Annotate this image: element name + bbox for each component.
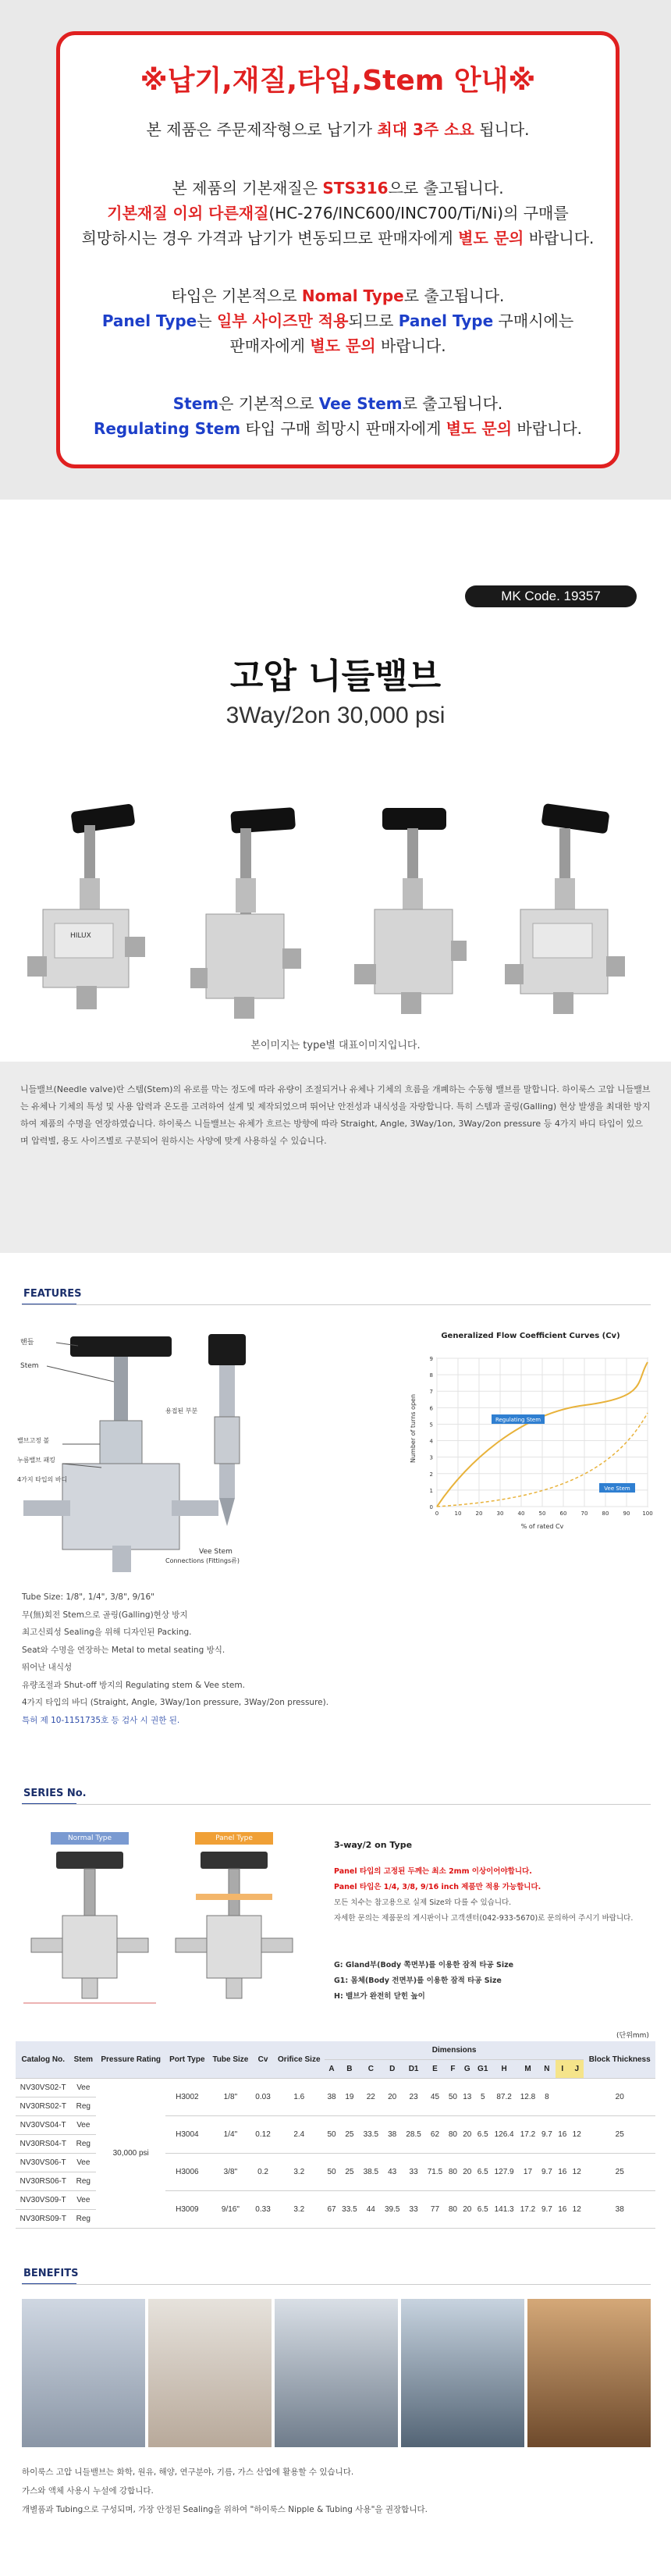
cell-stem: Vee: [70, 2116, 96, 2135]
mk-code-badge: MK Code. 19357: [465, 585, 637, 607]
chart-ylabel: Number of turns open: [410, 1393, 417, 1464]
stem-detail-diagram: [199, 1331, 261, 1557]
cell-dim-i: 16: [556, 2154, 570, 2191]
chart-y-tick: 9: [429, 1356, 433, 1362]
col-dim-j: J: [570, 2060, 584, 2079]
cell-dim-n: 8: [538, 2079, 555, 2116]
cell-catalog: NV30VS04-T: [16, 2116, 70, 2135]
cell-dim-i: 16: [556, 2191, 570, 2229]
cell-dim-g: 20: [460, 2154, 474, 2191]
cell-dim-c: 33.5: [360, 2116, 382, 2154]
cell-dim-e: 71.5: [424, 2154, 446, 2191]
image-caption: 본이미지는 type별 대표이미지입니다.: [250, 1040, 421, 1051]
cell-dim-m: 17.2: [517, 2191, 538, 2229]
chart-legend-vee: Vee Stem: [604, 1485, 630, 1492]
cell-dim-d1: 33: [403, 2191, 424, 2229]
cell-dim-a: 50: [325, 2116, 339, 2154]
cell-catalog: NV30VS06-T: [16, 2154, 70, 2172]
col-orifice: Orifice Size: [274, 2041, 325, 2079]
features-heading: FEATURES: [23, 1288, 82, 1300]
chart-x-tick: 40: [517, 1510, 525, 1517]
col-dim-h: H: [491, 2060, 517, 2079]
series-heading: SERIES No.: [23, 1788, 87, 1799]
cell-dim-g: 13: [460, 2079, 474, 2116]
panel-type-drawing: [168, 1848, 300, 2005]
cell-dim-a: 38: [325, 2079, 339, 2116]
description-text: 니들밸브(Needle valve)란 스템(Stem)의 유로를 막는 정도에 따라 유량이 조절되거나 유체나 기체의 흐름을 개폐하는 수동형 밸브를 말합니다. 하이룩스 고압 니들밸브는 유체나 기체의 특성 및 사용 압력과 온도를 고려하여 설계 및 제작되었으며 뛰어난 안전성과 내식성을 자랑합니다. 특히 스템과 골링(Galling) 현상 발생을 최대한 방지하여 제품의 수명을 연장하였습니다. 하이룩스 니들밸브는 유체가 흐르는 방향에 따라 Straight, Angle, 3Way/1on, 3Way/2on pressure 등 4가지 바디 타입이 있으며 압력별, 용도 사이즈별로 구분되어 원하시는 사양에 맞게 사용하실 수 있습니다.: [20, 1084, 651, 1146]
series-note: Panel 타입의 고정된 두께는 최소 2mm 이상이어야합니다.: [334, 1867, 532, 1876]
normal-type-drawing: [23, 1848, 156, 2005]
cell-catalog: NV30RS06-T: [16, 2172, 70, 2191]
cell-dim-d: 38: [382, 2116, 403, 2154]
cell-dim-c: 22: [360, 2079, 382, 2116]
cell-catalog: NV30VS02-T: [16, 2079, 70, 2097]
cell-dim-n: 9.7: [538, 2116, 555, 2154]
chart-x-tick: 60: [559, 1510, 567, 1517]
series-note: Panel 타입은 1/4, 3/8, 9/16 inch 제품만 적용 가능합니다.: [334, 1883, 541, 1891]
cell-dim-m: 17.2: [517, 2116, 538, 2154]
cell-block: 25: [584, 2116, 655, 2154]
cell-stem: Vee: [70, 2191, 96, 2210]
col-dimensions: Dimensions: [325, 2041, 584, 2060]
chart-y-tick: 1: [429, 1487, 433, 1494]
cell-dim-c: 44: [360, 2191, 382, 2229]
valve-image-4: [503, 800, 628, 1026]
benefits-heading: BENEFITS: [23, 2268, 79, 2279]
table-row: [16, 2079, 655, 2097]
series-note: 모든 치수는 참고용으로 실제 Size와 다를 수 있습니다.: [334, 1898, 512, 1907]
cell-catalog: NV30RS02-T: [16, 2097, 70, 2116]
notice-line-8: Stem은 기본적으로 Vee Stem로 출고됩니다.: [172, 394, 503, 413]
cell-dim-g1: 6.5: [474, 2154, 491, 2191]
cell-block: 38: [584, 2191, 655, 2229]
benefit-photo-chemical: [148, 2299, 272, 2447]
notice-title: ※납기,재질,타입,Stem 안내※: [140, 65, 536, 97]
cell-orifice: 1.6: [274, 2079, 325, 2116]
valve-image-2: [184, 800, 309, 1026]
cell-dim-g1: 6.5: [474, 2116, 491, 2154]
cell-dim-f: 50: [446, 2079, 460, 2116]
col-block: Block Thickness: [584, 2041, 655, 2079]
normal-type-label: Normal Type: [51, 1832, 129, 1845]
col-dim-n: N: [538, 2060, 555, 2079]
cell-dim-j: 12: [570, 2116, 584, 2154]
cell-catalog: NV30RS04-T: [16, 2135, 70, 2154]
chart-x-tick: 0: [435, 1510, 439, 1517]
chart-title: Generalized Flow Coefficient Curves (Cv): [441, 1332, 620, 1340]
cell-dim-b: 33.5: [339, 2191, 360, 2229]
cell-dim-b: 25: [339, 2154, 360, 2191]
notice-line-6: Panel Type는 일부 사이즈만 적용되므로 Panel Type 구매시에는: [101, 311, 574, 330]
flow-coefficient-chart: [406, 1327, 655, 1534]
chart-x-tick: 100: [642, 1510, 653, 1517]
benefits-divider: [22, 2284, 651, 2285]
cell-dim-i: 16: [556, 2116, 570, 2154]
col-dim-m: M: [517, 2060, 538, 2079]
cell-tube: 9/16": [208, 2191, 252, 2229]
cell-dim-g1: 5: [474, 2079, 491, 2116]
notice-line-3: 기본재질 이외 다른재질(HC-276/INC600/INC700/Ti/Ni)의 구매를: [107, 204, 569, 222]
feature-item: 뛰어난 내식성: [22, 1663, 73, 1672]
notice-box: [56, 31, 620, 468]
benefits-image-strip: [22, 2299, 651, 2447]
benefit-photo-plant: [401, 2299, 524, 2447]
label-connections: Connections (Fittings류): [165, 1557, 240, 1564]
valve-image-1: [23, 800, 148, 1026]
cell-cv: 0.33: [252, 2191, 273, 2229]
chart-y-tick: 8: [429, 1372, 433, 1379]
cell-dim-d: 39.5: [382, 2191, 403, 2229]
chart-x-tick: 70: [580, 1510, 588, 1517]
label-needle: 누름밸브 패킹: [17, 1457, 55, 1464]
cell-orifice: 3.2: [274, 2191, 325, 2229]
unit-label: (단위mm): [616, 2032, 649, 2040]
cell-dim-f: 80: [446, 2154, 460, 2191]
col-dim-c: C: [360, 2060, 382, 2079]
cell-dim-b: 25: [339, 2116, 360, 2154]
series-notes: [334, 1864, 646, 1927]
label-packing: 밸브고정 볼: [17, 1437, 50, 1444]
chart-y-tick: 0: [429, 1504, 433, 1510]
col-cv: Cv: [252, 2041, 273, 2079]
col-dim-e: E: [424, 2060, 446, 2079]
cell-dim-b: 19: [339, 2079, 360, 2116]
cell-dim-j: [570, 2079, 584, 2116]
features-divider: [22, 1304, 651, 1305]
col-tube: Tube Size: [208, 2041, 252, 2079]
chart-x-tick: 30: [496, 1510, 504, 1517]
col-dim-a: A: [325, 2060, 339, 2079]
spec-table: [16, 2041, 655, 2229]
cell-cv: 0.2: [252, 2154, 273, 2191]
cell-stem: Reg: [70, 2097, 96, 2116]
chart-y-tick: 5: [429, 1421, 433, 1429]
col-dim-i: I: [556, 2060, 570, 2079]
col-stem: Stem: [70, 2041, 96, 2079]
cell-dim-e: 77: [424, 2191, 446, 2229]
chart-y-tick: 6: [429, 1405, 433, 1412]
cell-stem: Vee: [70, 2154, 96, 2172]
feature-item: 4가지 타입의 바디 (Straight, Angle, 3Way/1on pressure, 3Way/2on pressure).: [22, 1698, 329, 1707]
label-vee-stem: Vee Stem: [199, 1548, 233, 1556]
series-note: 자세한 문의는 제품문의 게시판이나 고객센터(042-933-5670)로 문의하여 주시기 바랍니다.: [334, 1914, 634, 1923]
notice-line-5: 타입은 기본적으로 Nomal Type로 출고됩니다.: [171, 286, 505, 305]
brand-label: HILUX: [70, 932, 91, 940]
col-catalog: Catalog No.: [16, 2041, 70, 2079]
col-dim-d: D: [382, 2060, 403, 2079]
cell-cv: 0.12: [252, 2116, 273, 2154]
legend-item: G1: 몸체(Body 전면부)를 이용한 잠적 타공 Size: [334, 1976, 502, 1985]
benefit-item: 하이룩스 고압 니들밸브는 화학, 원유, 해양, 연구분야, 기름, 가스 산업에 활용할 수 있습니다.: [22, 2467, 354, 2477]
cell-dim-d1: 23: [403, 2079, 424, 2116]
cell-dim-j: 12: [570, 2154, 584, 2191]
cell-orifice: 2.4: [274, 2116, 325, 2154]
notice-line-9: Regulating Stem 타입 구매 희망시 판매자에게 별도 문의 바랍니다.: [93, 419, 583, 438]
chart-y-tick: 4: [429, 1438, 433, 1445]
cell-dim-f: 80: [446, 2116, 460, 2154]
cell-cv: 0.03: [252, 2079, 273, 2116]
cell-dim-n: 9.7: [538, 2154, 555, 2191]
cell-port: H3009: [165, 2191, 208, 2229]
benefits-list: [22, 2463, 646, 2519]
cell-stem: Reg: [70, 2210, 96, 2229]
product-title: 고압 니들밸브: [229, 656, 442, 696]
feature-item: Tube Size: 1/8", 1/4", 3/8", 9/16": [22, 1592, 154, 1602]
cell-dim-g: 20: [460, 2116, 474, 2154]
cell-dim-g: 20: [460, 2191, 474, 2229]
series-legend: [334, 1958, 646, 2005]
cell-dim-d: 43: [382, 2154, 403, 2191]
cell-stem: Vee: [70, 2079, 96, 2097]
col-dim-b: B: [339, 2060, 360, 2079]
chart-x-tick: 80: [602, 1510, 609, 1517]
cell-dim-h: 126.4: [491, 2116, 517, 2154]
cell-dim-a: 67: [325, 2191, 339, 2229]
benefit-photo-lab: [22, 2299, 145, 2447]
cell-stem: Reg: [70, 2135, 96, 2154]
benefit-item: 개별품과 Tubing으로 구성되며, 가장 안정된 Sealing을 위하여 "하이룩스 Nipple & Tubing 사용"을 권장합니다.: [22, 2505, 428, 2514]
valve-image-3: [343, 800, 468, 1026]
notice-line-2: 본 제품의 기본재질은 STS316으로 출고됩니다.: [172, 179, 504, 197]
col-dim-d1: D1: [403, 2060, 424, 2079]
chart-x-tick: 10: [454, 1510, 462, 1517]
cell-catalog: NV30RS09-T: [16, 2210, 70, 2229]
col-dim-g1: G1: [474, 2060, 491, 2079]
cell-dim-d1: 28.5: [403, 2116, 424, 2154]
label-stem: Stem: [20, 1362, 39, 1370]
feature-item: 유량조절과 Shut-off 방지의 Regulating stem & Vee stem.: [22, 1680, 245, 1690]
feature-item: 최고신뢰성 Sealing을 위해 디자인된 Packing.: [22, 1628, 192, 1637]
feature-item: Seat와 수명을 연장하는 Metal to metal seating 방식.: [22, 1645, 225, 1655]
cell-dim-h: 87.2: [491, 2079, 517, 2116]
legend-item: H: 밸브가 완전히 닫힌 높이: [334, 1992, 425, 2001]
cell-orifice: 3.2: [274, 2154, 325, 2191]
cell-dim-c: 38.5: [360, 2154, 382, 2191]
product-subtitle: 3Way/2on 30,000 psi: [225, 703, 446, 728]
col-dim-f: F: [446, 2060, 460, 2079]
cell-dim-e: 62: [424, 2116, 446, 2154]
spec-table-wrap: [16, 2041, 655, 2229]
cell-block: 20: [584, 2079, 655, 2116]
benefit-photo-offshore: [527, 2299, 651, 2447]
cell-port: H3002: [165, 2079, 208, 2116]
cell-dim-h: 127.9: [491, 2154, 517, 2191]
cell-dim-a: 50: [325, 2154, 339, 2191]
cell-catalog: NV30VS09-T: [16, 2191, 70, 2210]
legend-item: G: Gland부(Body 쪽면부)를 이용한 잠적 타공 Size: [334, 1961, 514, 1969]
chart-xlabel: % of rated Cv: [520, 1523, 564, 1530]
cell-dim-d1: 33: [403, 2154, 424, 2191]
col-port: Port Type: [165, 2041, 208, 2079]
notice-line-7: 판매자에게 별도 문의 바랍니다.: [229, 336, 446, 355]
chart-x-tick: 90: [623, 1510, 630, 1517]
label-regulating: 용접된 부분: [165, 1407, 198, 1414]
type-heading: 3-way/2 on Type: [334, 1840, 413, 1850]
chart-x-tick: 50: [538, 1510, 546, 1517]
cell-tube: 1/8": [208, 2079, 252, 2116]
label-body: 4가지 타입의 바디: [17, 1476, 68, 1483]
chart-legend-regulating: Regulating Stem: [495, 1417, 541, 1423]
chart-y-tick: 3: [429, 1454, 433, 1461]
panel-type-label: Panel Type: [195, 1832, 273, 1845]
chart-y-tick: 7: [429, 1389, 433, 1396]
cell-port: H3004: [165, 2116, 208, 2154]
chart-y-tick: 2: [429, 1471, 433, 1478]
cell-pressure: 30,000 psi: [96, 2079, 165, 2229]
series-divider: [22, 1804, 651, 1805]
benefit-item: 가스와 액체 사용시 누설에 강합니다.: [22, 2486, 154, 2496]
cell-dim-e: 45: [424, 2079, 446, 2116]
cell-tube: 1/4": [208, 2116, 252, 2154]
cell-dim-d: 20: [382, 2079, 403, 2116]
cell-stem: Reg: [70, 2172, 96, 2191]
cell-block: 25: [584, 2154, 655, 2191]
notice-line-1: 본 제품은 주문제작형으로 납기가 최대 3주 소요 됩니다.: [146, 120, 530, 139]
cell-dim-f: 80: [446, 2191, 460, 2229]
cell-dim-i: [556, 2079, 570, 2116]
cell-dim-m: 17: [517, 2154, 538, 2191]
cell-dim-m: 12.8: [517, 2079, 538, 2116]
col-pressure: Pressure Rating: [96, 2041, 165, 2079]
notice-line-4: 희망하시는 경우 가격과 납기가 변동되므로 판매자에게 별도 문의 바랍니다.: [81, 229, 595, 247]
chart-x-tick: 20: [475, 1510, 483, 1517]
label-handle: 핸들: [20, 1339, 34, 1347]
benefit-photo-pipes: [275, 2299, 398, 2447]
cell-dim-h: 141.3: [491, 2191, 517, 2229]
cell-tube: 3/8": [208, 2154, 252, 2191]
cell-dim-n: 9.7: [538, 2191, 555, 2229]
cell-port: H3006: [165, 2154, 208, 2191]
cell-dim-j: 12: [570, 2191, 584, 2229]
cell-dim-g1: 6.5: [474, 2191, 491, 2229]
feature-item: 무(無)회전 Stem으로 골링(Galling)현상 방지: [22, 1610, 188, 1620]
features-list: [22, 1589, 350, 1729]
col-dim-g: G: [460, 2060, 474, 2079]
feature-item-patent: 특허 제 10-1151735호 등 검사 시 권한 된.: [22, 1715, 180, 1725]
